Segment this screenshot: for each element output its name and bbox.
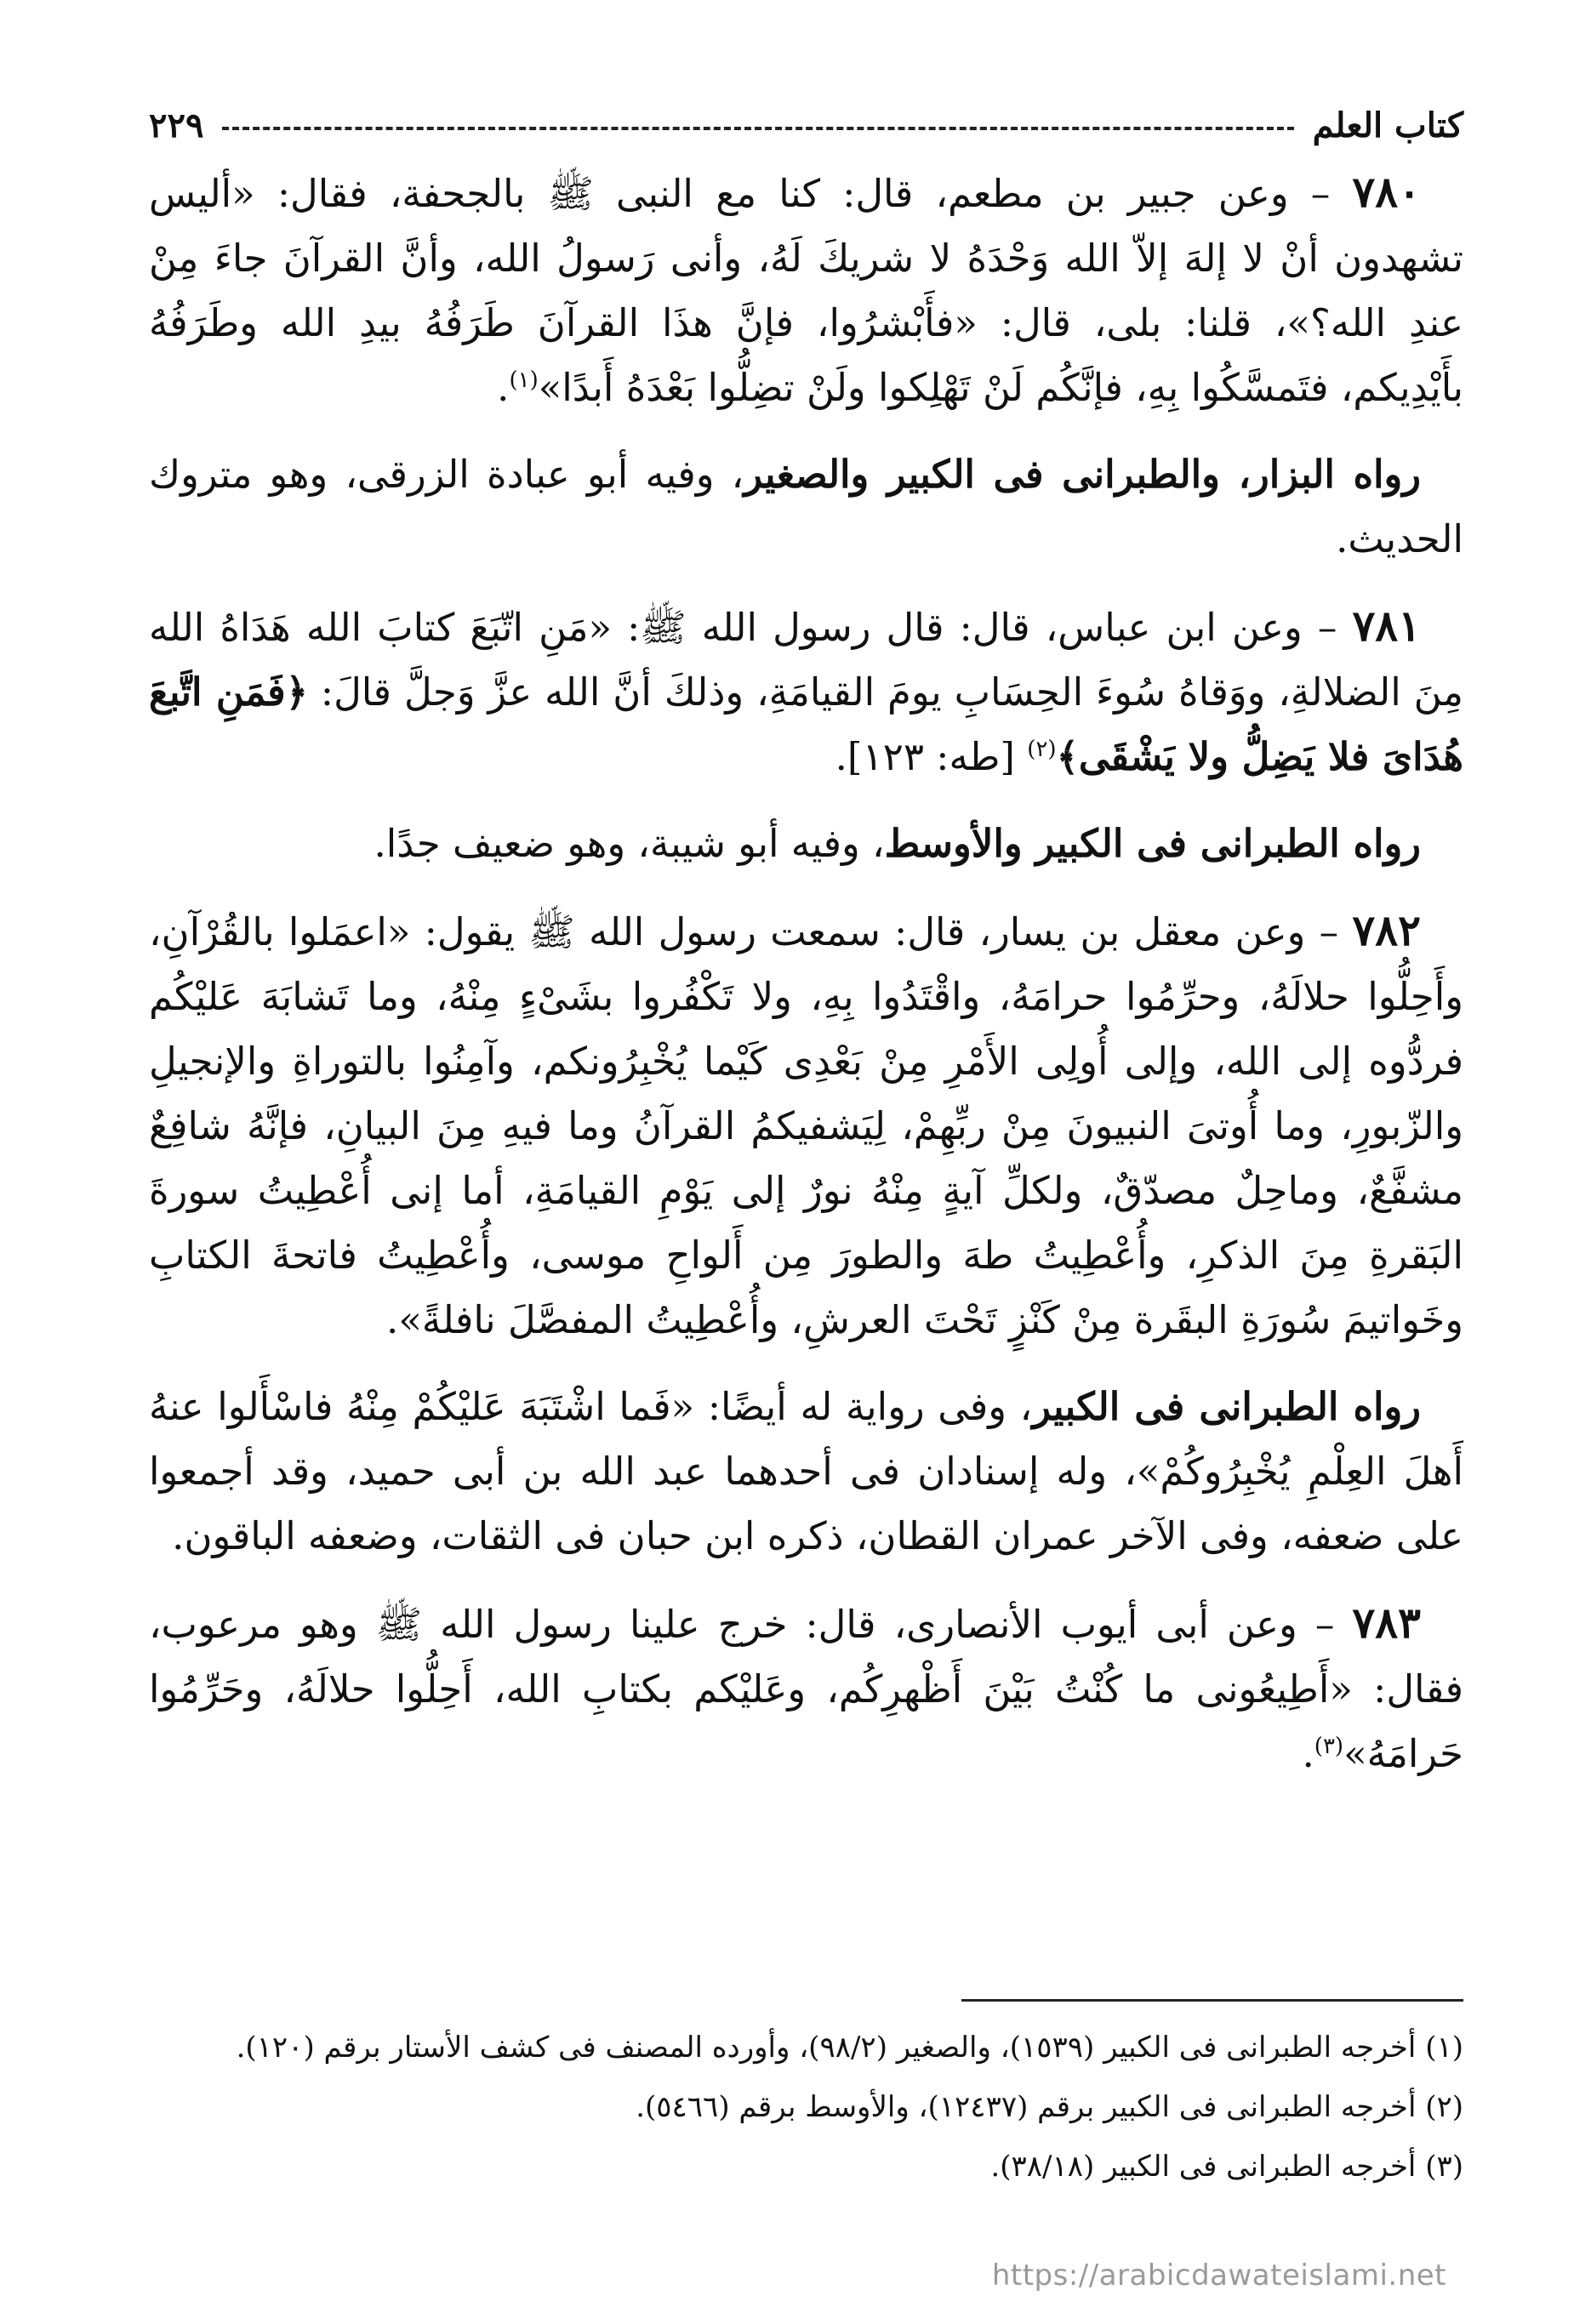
hadith-781: [149, 594, 1463, 789]
header-dashed-rule: [222, 127, 1293, 130]
hadith-lead: – وعن أبى أيوب الأنصارى، قال: خرج علينا رسول الله ﷺ وهو مرعوب، فقال:: [149, 1602, 1463, 1712]
book-title: كتاب العلم: [1312, 105, 1463, 145]
hadith-tail: [طه: ١٢٣].: [835, 734, 1028, 779]
footnote-ref-2: (٢): [1027, 737, 1057, 762]
hadith-number: ٧٨١: [1352, 601, 1422, 651]
hadith-lead: – وعن ابن عباس، قال: قال رسول الله ﷺ:: [611, 605, 1353, 650]
footnote-2: (٢) أخرجه الطبرانى فى الكبير برقم (١٢٤٣٧)، والأوسط برقم (٥٤٦٦).: [636, 2090, 1463, 2124]
hadith-783: [149, 1591, 1463, 1786]
footnote-3: (٣) أخرجه الطبرانى فى الكبير (٣٨/١٨).: [990, 2150, 1463, 2184]
takhrij-source: رواه الطبرانى فى الكبير: [1032, 1384, 1421, 1429]
running-header: [149, 95, 1463, 155]
footnotes: [149, 2023, 1463, 2202]
footnote-1: (١) أخرجه الطبرانى فى الكبير (١٥٣٩)، والصغير (٩٨/٢)، وأورده المصنف فى كشف الأستار برقم (١٢٠).: [236, 2031, 1463, 2065]
footnote-ref-3: (٣): [1314, 1734, 1344, 1759]
takhrij-source: رواه الطبرانى فى الكبير والأوسط: [884, 821, 1421, 866]
takhrij-source: رواه البزار، والطبرانى فى الكبير والصغير: [744, 452, 1421, 497]
page-number: ٢٢٩: [149, 105, 204, 145]
hadith-tail: .: [1302, 1731, 1314, 1776]
hadith-tail: .: [386, 1297, 399, 1342]
main-text: [149, 160, 1463, 1809]
takhrij-780: [149, 442, 1463, 572]
hadith-quote: «أليس تشهدون أنْ لا إلهَ إلاّ الله وَحْدَهُ لا شريكَ لَهُ، وأنى رَسولُ الله، وأنَّ القرآنَ جاءَ مِنْ عندِ الله؟»: [149, 171, 1463, 345]
hadith-quote: «مَنِ اتّبَعَ كتابَ الله هَدَاهُ الله مِنَ الضلالةِ، ووَقاهُ سُوءَ الحِسَابِ يومَ القيامَةِ، وذلكَ أنَّ الله عزَّ وَجلَّ قالَ:: [149, 605, 1463, 715]
hadith-quote-2: «فأَبْشرُوا، فإنَّ هذَا القرآنَ طَرَفُهُ بيدِ الله وطَرَفُهُ بأَيْدِيكم، فتَمسَّكُوا بِهِ، فإنَّكُم لَنْ تَهْلِكوا ولَنْ تضِلُّوا بَعْدَهُ أَبدًا»: [149, 300, 1463, 410]
watermark-url: https://arabicdawateislami.net: [991, 2258, 1446, 2293]
takhrij-rest: ، وفيه أبو عبادة الزرقى، وهو متروك الحديث.: [149, 452, 1463, 561]
footnote-ref-1: (١): [509, 367, 539, 393]
hadith-quote: «اعمَلوا بالقُرْآنِ، وأَحِلُّوا حلالَهُ، وحرِّمُوا حرامَهُ، واقْتَدُوا بِهِ، ولا تَكْفُروا بشَىْءٍ مِنْهُ، وما تَشابَهَ عَليْكُم فردُّوه إلى الله، وإلى أُولِى الأَمْرِ مِنْ بَعْدِى كَيْما يُخْبِرُونكم، وآمِنُوا بالتوراةِ والإنجيلِ والزّبورِ، وما أُوتىَ النبيونَ مِنْ ربِّهِمْ، لِيَشفيكمُ القرآنُ وما فيهِ مِنَ البيانِ، فإنَّهُ شافِعٌ مشفَّعٌ، وماحِلٌ مصدّقٌ، ولكلِّ آيةٍ مِنْهُ نورٌ إلى يَوْمِ القيامَةِ، أما إنى أُعْطِيتُ سورةَ البَقرةِ مِنَ الذكرِ، وأُعْطِيتُ طهَ والطورَ مِن أَلواحِ موسى، وأُعْطِيتُ فاتحةَ الكتابِ وخَواتيمَ سُورَةِ البقَرة مِنْ كَنْزٍ تَحْتَ العرشِ، وأُعْطِيتُ المفصَّلَ نافلةً»: [149, 909, 1463, 1342]
takhrij-rest: ، وفيه أبو شيبة، وهو ضعيف جدًا.: [374, 821, 885, 866]
takhrij-781: [149, 812, 1463, 876]
hadith-782: [149, 898, 1463, 1353]
hadith-quote: «أَطِيعُونى ما كُنْتُ بَيْنَ أَظْهرِكُم، وعَليْكم بكتابِ الله، أَحِلُّوا حلالَهُ، وحَرِّمُوا حَرامَهُ»: [149, 1666, 1463, 1776]
hadith-tail: .: [497, 365, 510, 410]
quran-verse: ﴿فَمَنِ اتَّبعَ هُدَاىَ فلا يَضِلُّ ولا يَشْقَى﴾: [149, 669, 1463, 779]
hadith-middle: ، قلنا: بلى، قال:: [977, 300, 1287, 345]
hadith-number: ٧٨٢: [1352, 905, 1421, 955]
hadith-780: [149, 160, 1463, 420]
hadith-number: ٧٨٠: [1352, 167, 1421, 217]
hadith-lead: – وعن معقل بن يسار، قال: سمعت رسول الله ﷺ يقول:: [410, 909, 1353, 954]
hadith-lead: – وعن جبير بن مطعم، قال: كنا مع النبى ﷺ بالجحفة، فقال:: [254, 171, 1353, 216]
takhrij-rest: ، وفى رواية له أيضًا: «فَما اشْتَبَهَ عَليْكُمْ مِنْهُ فاسْأَلوا عنهُ أَهلَ العِلْمِ يُخْبِرُوكُمْ»، وله إسنادان فى أحدهما عبد الله بن أبى حميد، وقد أجمعوا على ضعفه، وفى الآخر عمران القطان، ذكره ابن حبان فى الثقات، وضعفه الباقون.: [149, 1384, 1463, 1558]
footnote-separator: [961, 1999, 1463, 2002]
takhrij-782: [149, 1375, 1463, 1569]
hadith-number: ٧٨٣: [1352, 1598, 1421, 1648]
